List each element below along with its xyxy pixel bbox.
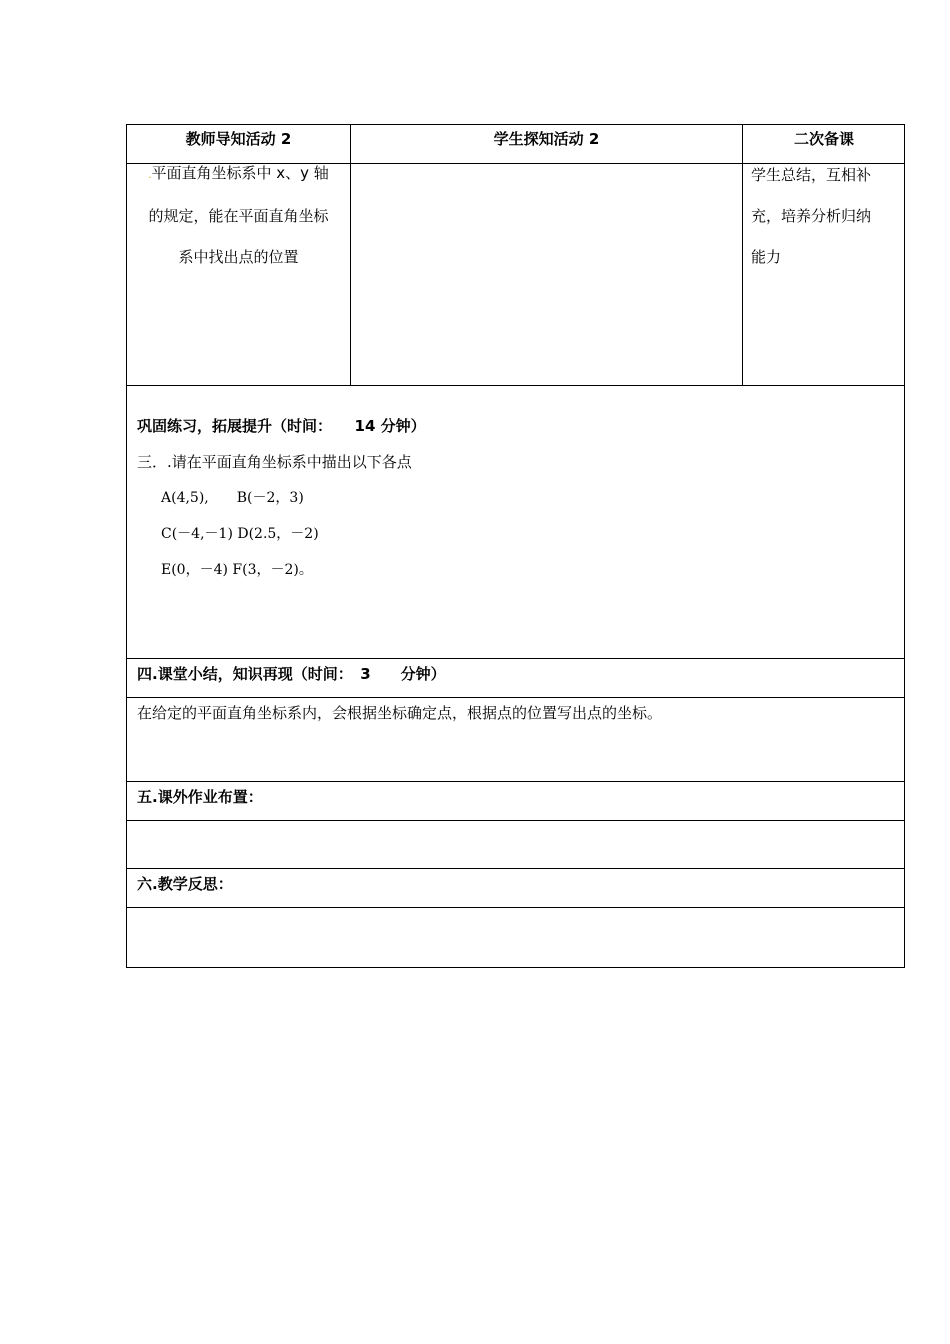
header-second-prep: 二次备课 <box>793 130 854 148</box>
teacher-activity-line-2: 的规定，能在平面直角坐标 <box>148 207 329 225</box>
row-divider <box>127 697 904 698</box>
row-divider <box>127 781 904 782</box>
teacher-activity-line-1: .平面直角坐标系中 x、y 轴 <box>148 164 329 182</box>
points-line-2: C(－4,－1) D(2.5，－2) <box>161 526 319 542</box>
homework-title: 五.课外作业布置： <box>137 788 263 806</box>
lesson-plan-table <box>126 124 905 968</box>
header-student-activity: 学生探知活动 2 <box>493 130 600 148</box>
summary-title: 四.课堂小结，知识再现（时间： 3 分钟） <box>137 665 446 683</box>
second-prep-line-3: 能力 <box>751 248 782 266</box>
row-divider <box>127 658 904 659</box>
column-divider <box>742 125 743 385</box>
practice-title: 巩固练习，拓展提升（时间： 14 分钟） <box>137 417 426 435</box>
summary-content: 在给定的平面直角坐标系内，会根据坐标确定点，根据点的位置写出点的坐标。 <box>137 704 663 722</box>
second-prep-text <box>751 155 901 278</box>
points-line-3: E(0，－4) F(3，－2)。 <box>161 562 313 578</box>
practice-task: 三．.请在平面直角坐标系中描出以下各点 <box>137 453 412 471</box>
teacher-activity-line-3: 系中找出点的位置 <box>178 248 299 266</box>
points-line-1: A(4,5), B(－2，3) <box>161 490 304 506</box>
row-divider <box>127 385 904 386</box>
second-prep-line-2: 充，培养分析归纳 <box>751 207 872 225</box>
header-teacher-activity: 教师导知活动 2 <box>185 130 292 148</box>
teacher-activity-text <box>127 153 350 278</box>
reflection-field[interactable] <box>127 908 904 968</box>
homework-field[interactable] <box>127 821 904 868</box>
column-divider <box>350 125 351 385</box>
annotation-mark: . <box>148 170 152 181</box>
row-divider <box>127 868 904 869</box>
second-prep-line-1: 学生总结，互相补 <box>751 166 872 184</box>
reflection-title: 六.教学反思： <box>137 875 233 893</box>
